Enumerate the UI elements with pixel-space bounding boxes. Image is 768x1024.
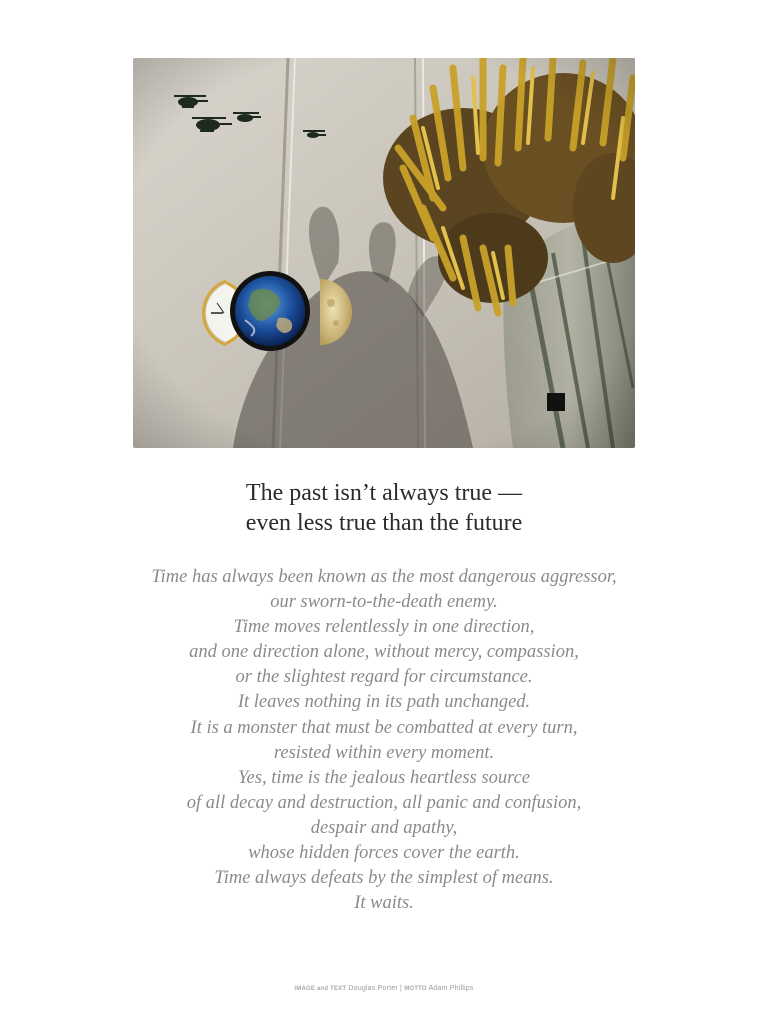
poem-line: Time moves relentlessly in one direction, (233, 617, 535, 638)
poem-line: Yes, time is the jealous heartless source (237, 767, 531, 788)
poem-line: despair and apathy, (310, 817, 458, 838)
poem-line: or the slightest regard for circumstance. (235, 667, 533, 688)
title-line-1: The past isn’t always true — (245, 480, 523, 506)
title-line-2: even less true than the future (245, 510, 523, 536)
poem-text (0, 565, 768, 916)
poem-line: resisted within every moment. (273, 742, 495, 763)
poem-line: Time has always been known as the most dangerous aggressor, (151, 567, 617, 587)
poem-line: our sworn-to-the-death enemy. (270, 592, 498, 613)
credit-separator: | (400, 985, 403, 992)
credit-image-text-label: IMAGE and TEXT (294, 986, 347, 992)
page-title (0, 478, 768, 538)
credit-motto-name: Adam Phillips (428, 985, 474, 992)
poem-line: whose hidden forces cover the earth. (248, 843, 520, 864)
artwork-image (133, 58, 635, 448)
poem-line: It waits. (354, 893, 414, 914)
poem-line: of all decay and destruction, all panic and confusion, (186, 792, 582, 813)
poem-line: Time always defeats by the simplest of means. (214, 868, 554, 889)
poem-line: and one direction alone, without mercy, compassion, (189, 642, 579, 663)
credit-image-text-name: Douglas Porter (348, 985, 398, 992)
credit-line (0, 985, 768, 992)
poem-line: It leaves nothing in its path unchanged. (237, 692, 531, 713)
poem-line: It is a monster that must be combatted at every turn, (190, 717, 578, 738)
credit-motto-label: MOTTO (404, 986, 427, 992)
